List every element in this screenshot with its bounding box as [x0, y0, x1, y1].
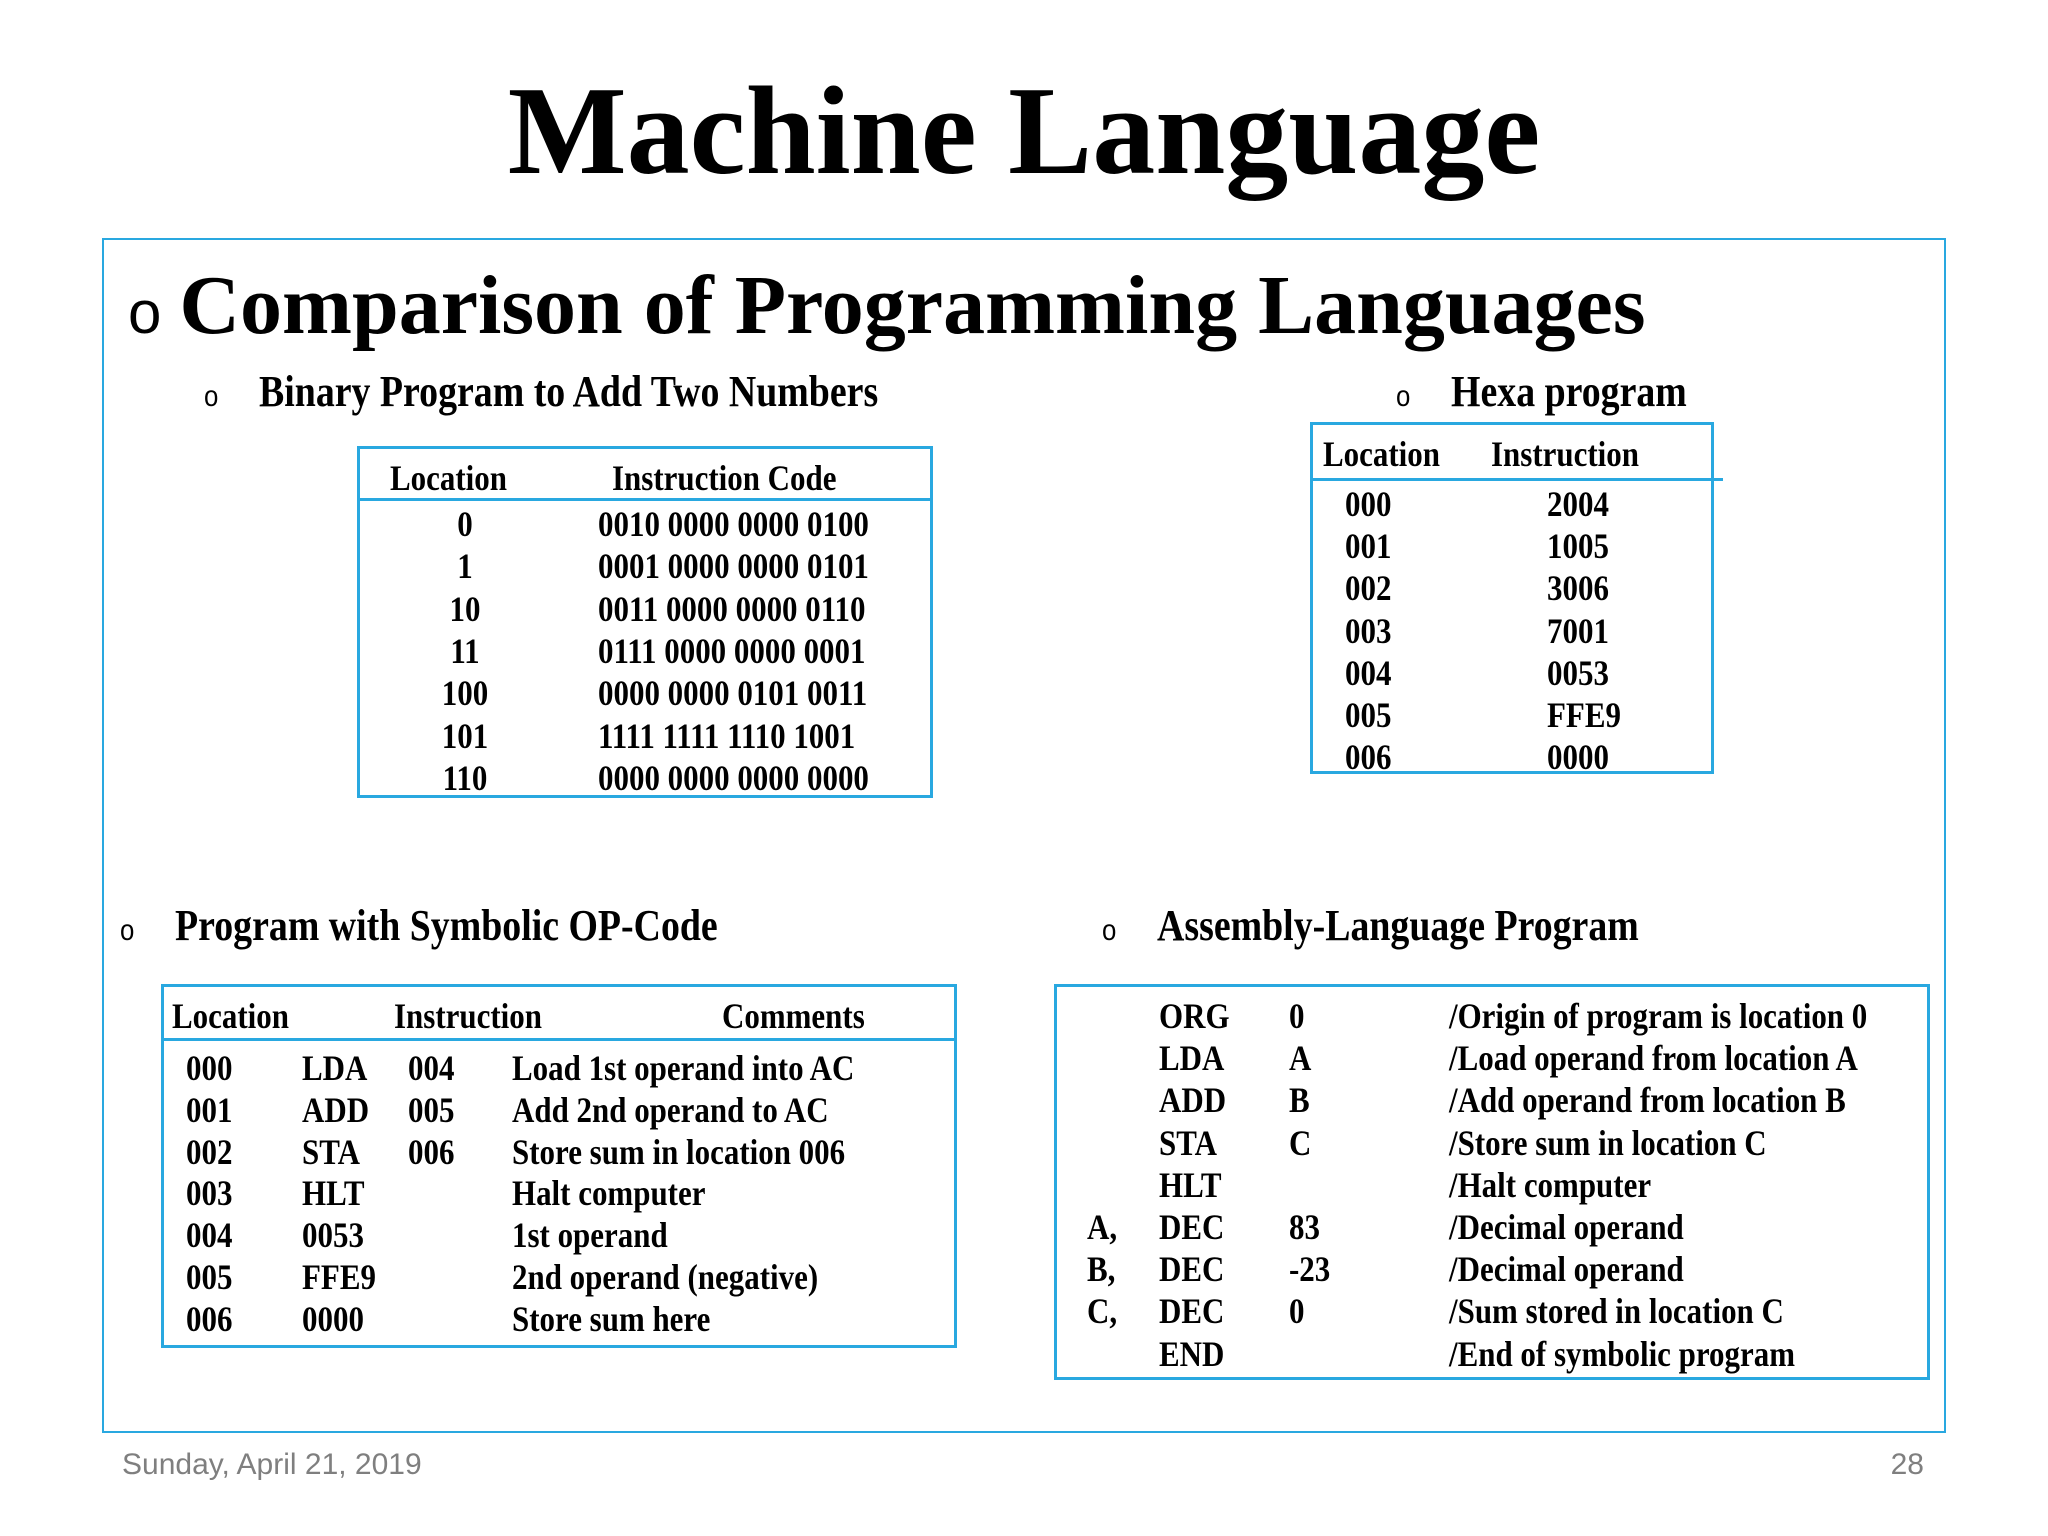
hexa-instruction-cell: 7001 — [1547, 610, 1609, 651]
binary-location-cell: 11 — [450, 630, 480, 671]
symbolic-location-cell: 002 — [186, 1131, 233, 1172]
symbolic-location-cell: 006 — [186, 1298, 233, 1339]
binary-header-instruction: Instruction Code — [612, 458, 837, 498]
assembly-comment-cell: /Store sum in location C — [1449, 1122, 1767, 1163]
symbolic-comment-cell: 1st operand — [512, 1215, 668, 1256]
symbolic-comment-cell: Halt computer — [512, 1173, 706, 1214]
hexa-header-location: Location — [1323, 434, 1440, 474]
symbolic-operand-cell: 006 — [408, 1131, 455, 1172]
assembly-opcode-cell: DEC — [1159, 1207, 1225, 1247]
symbolic-operand-cell: 004 — [408, 1048, 455, 1088]
binary-location-cell: 1 — [457, 546, 473, 587]
bullet-marker: o — [1102, 914, 1117, 947]
assembly-opcode-cell: STA — [1159, 1122, 1217, 1163]
binary-instruction-cell: 0111 0000 0000 0001 — [598, 630, 866, 671]
assembly-operand-cell: -23 — [1289, 1249, 1331, 1290]
binary-location-cell: 0 — [457, 504, 473, 544]
assembly-opcode-cell: DEC — [1159, 1249, 1225, 1290]
hexa-heading — [1396, 366, 1687, 423]
hexa-instruction-cell: FFE9 — [1547, 695, 1621, 735]
symbolic-header-instruction: Instruction — [394, 996, 542, 1036]
assembly-opcode-cell: ORG — [1159, 996, 1230, 1036]
symbolic-comment-cell: Load 1st operand into AC — [512, 1048, 855, 1088]
symbolic-heading — [120, 900, 718, 957]
binary-header-location: Location — [390, 458, 507, 498]
binary-instruction-cell: 0000 0000 0101 0011 — [598, 673, 868, 714]
assembly-opcode-cell: END — [1159, 1333, 1225, 1374]
binary-instruction-cell: 0001 0000 0000 0101 — [598, 546, 869, 587]
symbolic-location-cell: 003 — [186, 1173, 233, 1214]
hexa-location-cell: 005 — [1345, 695, 1392, 735]
symbolic-comment-cell: Store sum in location 006 — [512, 1131, 846, 1172]
hexa-instruction-cell: 1005 — [1547, 526, 1609, 567]
symbolic-location-cell: 001 — [186, 1089, 233, 1130]
assembly-comment-cell: /Load operand from location A — [1449, 1038, 1858, 1079]
symbolic-header-comments: Comments — [722, 996, 865, 1036]
hexa-instruction-cell: 2004 — [1547, 484, 1609, 524]
binary-location-cell: 10 — [449, 588, 481, 629]
assembly-comment-cell: /Add operand from location B — [1449, 1080, 1846, 1121]
assembly-label-cell: B, — [1087, 1249, 1116, 1290]
assembly-opcode-cell: HLT — [1159, 1164, 1222, 1205]
assembly-comment-cell: /Halt computer — [1449, 1164, 1652, 1205]
hexa-instruction-cell: 3006 — [1547, 568, 1609, 609]
assembly-comment-cell: /Decimal operand — [1449, 1207, 1684, 1247]
assembly-heading — [1102, 900, 1639, 957]
hexa-location-cell: 001 — [1345, 526, 1392, 567]
assembly-operand-cell: B — [1289, 1080, 1310, 1121]
symbolic-opcode-cell: HLT — [302, 1173, 365, 1214]
symbolic-comment-cell: Add 2nd operand to AC — [512, 1089, 829, 1130]
symbolic-comment-cell: Store sum here — [512, 1298, 711, 1339]
bullet-marker: o — [120, 914, 135, 947]
main-bullet — [128, 258, 1646, 361]
bullet-marker: o — [1396, 380, 1411, 413]
hexa-instruction-cell: 0000 — [1547, 737, 1609, 778]
assembly-opcode-cell: ADD — [1159, 1080, 1227, 1121]
binary-instruction-cell: 0000 0000 0000 0000 — [598, 757, 869, 798]
assembly-comment-cell: /Sum stored in location C — [1449, 1291, 1784, 1332]
assembly-operand-cell: C — [1289, 1122, 1312, 1163]
binary-table — [357, 446, 933, 798]
hexa-table — [1310, 422, 1714, 778]
hexa-instruction-cell: 0053 — [1547, 652, 1609, 693]
bullet-marker: o — [204, 380, 219, 413]
binary-location-cell: 100 — [441, 673, 489, 714]
symbolic-location-cell: 004 — [186, 1215, 233, 1256]
main-bullet-text: Comparison of Programming Languages — [179, 259, 1646, 352]
symbolic-heading-text: Program with Symbolic OP-Code — [175, 901, 718, 950]
symbolic-header-location: Location — [172, 996, 289, 1036]
slide-title: Machine Language — [507, 62, 1541, 201]
assembly-operand-cell: 0 — [1289, 1291, 1305, 1332]
hexa-location-cell: 004 — [1345, 652, 1392, 693]
assembly-table — [1054, 984, 1930, 1380]
assembly-heading-text: Assembly-Language Program — [1157, 901, 1639, 950]
symbolic-opcode-cell: ADD — [302, 1089, 370, 1130]
assembly-opcode-cell: LDA — [1159, 1038, 1225, 1079]
footer-page-number: 28 — [1890, 1448, 1924, 1481]
assembly-comment-cell: /End of symbolic program — [1449, 1333, 1796, 1374]
symbolic-opcode-cell: FFE9 — [302, 1257, 376, 1297]
assembly-comment-cell: /Origin of program is location 0 — [1449, 996, 1868, 1036]
symbolic-opcode-cell: 0053 — [302, 1215, 364, 1256]
assembly-comment-cell: /Decimal operand — [1449, 1249, 1684, 1290]
binary-instruction-cell: 0010 0000 0000 0100 — [598, 504, 869, 544]
symbolic-table — [161, 984, 957, 1348]
hexa-location-cell: 000 — [1345, 484, 1392, 524]
binary-instruction-cell: 0011 0000 0000 0110 — [598, 588, 866, 629]
bullet-marker: o — [128, 279, 162, 346]
hexa-heading-text: Hexa program — [1451, 367, 1687, 416]
assembly-opcode-cell: DEC — [1159, 1291, 1225, 1332]
assembly-operand-cell: 83 — [1289, 1207, 1320, 1247]
hexa-header-instruction: Instruction — [1491, 434, 1639, 474]
symbolic-location-cell: 000 — [186, 1048, 233, 1088]
binary-instruction-cell: 1111 1111 1110 1001 — [598, 715, 856, 756]
assembly-label-cell: C, — [1087, 1291, 1118, 1332]
hexa-location-cell: 003 — [1345, 610, 1392, 651]
symbolic-opcode-cell: LDA — [302, 1048, 368, 1088]
symbolic-opcode-cell: 0000 — [302, 1298, 364, 1339]
assembly-operand-cell: 0 — [1289, 996, 1305, 1036]
binary-location-cell: 110 — [442, 757, 488, 798]
binary-location-cell: 101 — [441, 715, 489, 756]
symbolic-location-cell: 005 — [186, 1257, 233, 1297]
binary-heading-text: Binary Program to Add Two Numbers — [259, 367, 879, 416]
assembly-label-cell: A, — [1087, 1207, 1118, 1247]
hexa-location-cell: 002 — [1345, 568, 1392, 609]
symbolic-opcode-cell: STA — [302, 1131, 360, 1172]
footer-date: Sunday, April 21, 2019 — [122, 1448, 422, 1481]
binary-heading — [204, 366, 878, 423]
symbolic-operand-cell: 005 — [408, 1089, 455, 1130]
symbolic-comment-cell: 2nd operand (negative) — [512, 1257, 819, 1297]
assembly-operand-cell: A — [1289, 1038, 1312, 1079]
hexa-location-cell: 006 — [1345, 737, 1392, 778]
